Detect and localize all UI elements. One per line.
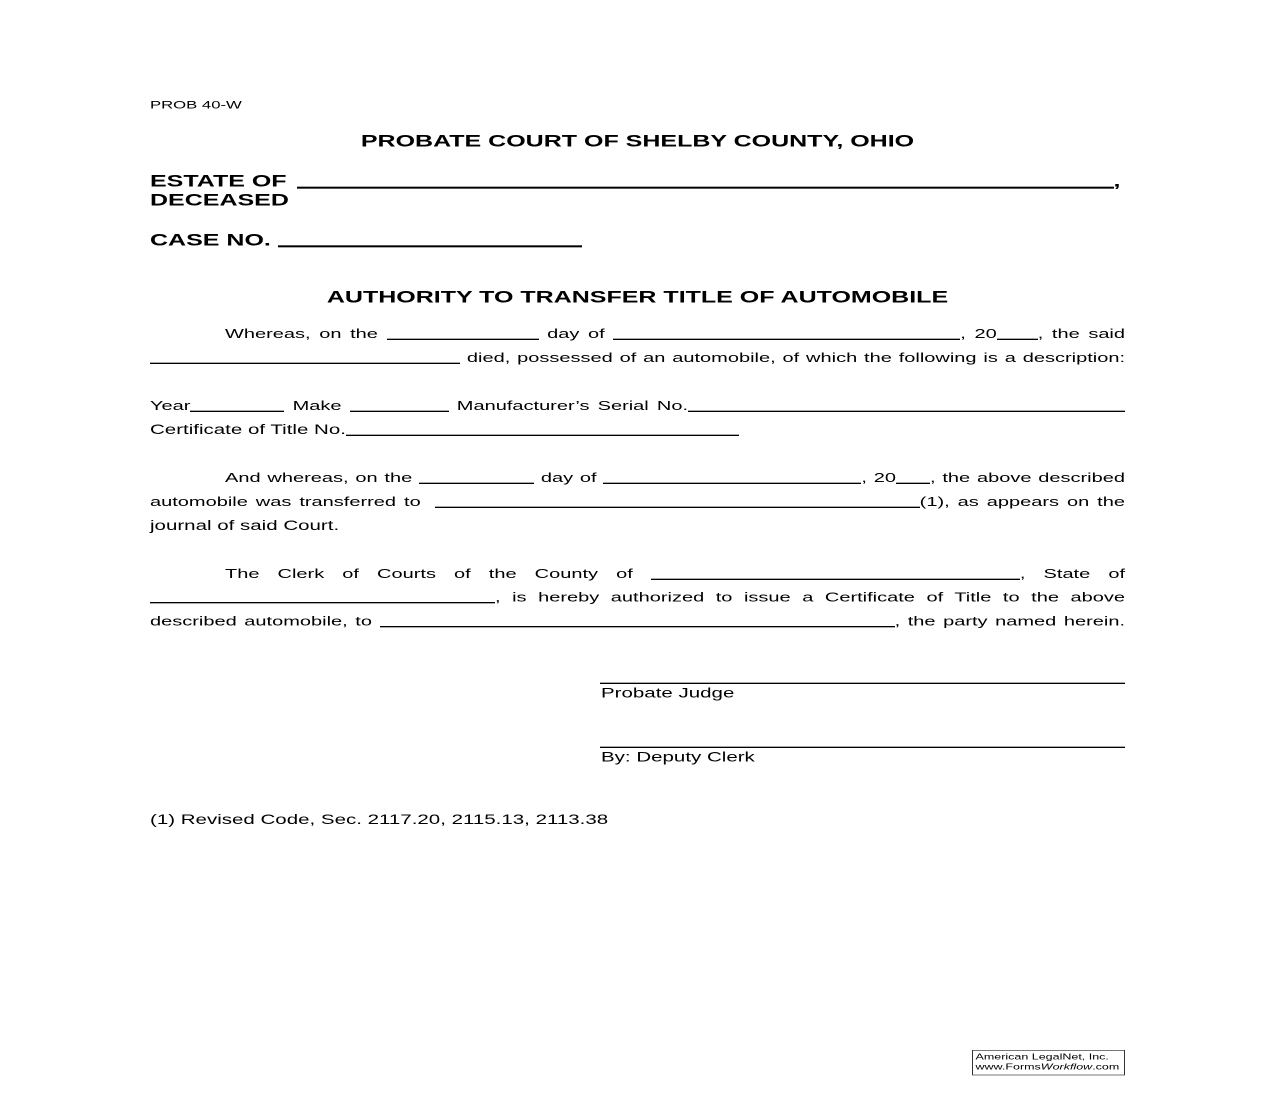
transfer-year-blank bbox=[896, 482, 930, 484]
text-run: , 20 bbox=[861, 470, 896, 486]
death-day-blank bbox=[387, 338, 539, 340]
paragraph-1-line-1 bbox=[225, 322, 1125, 346]
probate-judge-label: Probate Judge bbox=[601, 685, 735, 701]
paragraph-3-line-3 bbox=[150, 609, 1125, 633]
paragraph-3-line-1 bbox=[225, 562, 1125, 586]
estate-line bbox=[150, 171, 1120, 191]
text-run: , the party named herein. bbox=[894, 613, 1126, 629]
make-label: Make bbox=[292, 398, 342, 414]
vehicle-description-line bbox=[150, 394, 1125, 418]
case-number-blank bbox=[278, 245, 582, 248]
publisher-badge bbox=[972, 1050, 1125, 1075]
transferee-blank bbox=[435, 506, 920, 508]
text-run: day of bbox=[540, 470, 597, 486]
text-run: , the above described bbox=[930, 470, 1125, 486]
title-number-line bbox=[150, 418, 739, 442]
paragraph-2-line-3: journal of said Court. bbox=[150, 518, 340, 534]
paragraph-2-line-1 bbox=[225, 466, 1125, 490]
url-suffix: .com bbox=[1092, 1061, 1120, 1071]
vehicle-year-blank bbox=[190, 410, 284, 412]
footnote: (1) Revised Code, Sec. 2117.20, 2115.13, 2113.38 bbox=[150, 812, 609, 828]
case-number-line bbox=[150, 230, 582, 250]
text-run: died, possessed of an automobile, of which the following is a description: bbox=[466, 350, 1125, 366]
transfer-month-blank bbox=[603, 482, 861, 484]
publisher-name: American LegalNet, Inc. bbox=[975, 1051, 1109, 1061]
text-run: described automobile, to bbox=[150, 613, 372, 629]
paragraph-1-line-2 bbox=[150, 346, 1125, 370]
case-number-label: CASE NO. bbox=[150, 230, 271, 250]
text-run: Whereas, on the bbox=[225, 326, 378, 342]
vehicle-make-blank bbox=[350, 410, 449, 412]
county-blank bbox=[651, 578, 1020, 580]
serial-number-blank bbox=[688, 410, 1125, 412]
estate-of-label: ESTATE OF bbox=[150, 171, 287, 191]
form-id: PROB 40-W bbox=[150, 98, 242, 111]
deputy-clerk-label: By: Deputy Clerk bbox=[601, 749, 755, 765]
text-run: automobile was transferred to bbox=[150, 494, 421, 510]
text-run: , State of bbox=[1019, 566, 1125, 582]
paragraph-2-line-2 bbox=[150, 490, 1125, 514]
text-run: , 20 bbox=[960, 326, 997, 342]
death-month-blank bbox=[613, 338, 960, 340]
text-run: (1), as appears on the bbox=[919, 494, 1125, 510]
document-title: AUTHORITY TO TRANSFER TITLE OF AUTOMOBILE bbox=[326, 287, 949, 307]
transfer-day-blank bbox=[419, 482, 534, 484]
deceased-label: DECEASED bbox=[150, 190, 289, 210]
death-year-blank bbox=[997, 338, 1038, 340]
estate-comma: , bbox=[1113, 171, 1121, 191]
estate-name-blank bbox=[297, 186, 1114, 189]
url-prefix: www.Forms bbox=[975, 1061, 1041, 1071]
title-number-label: Certificate of Title No. bbox=[150, 422, 346, 438]
text-run: , is hereby authorized to issue a Certificate of Title to the above bbox=[495, 589, 1125, 605]
publisher-url bbox=[976, 1062, 1125, 1072]
court-title: PROBATE COURT OF SHELBY COUNTY, OHIO bbox=[360, 131, 915, 151]
decedent-name-blank bbox=[150, 362, 460, 364]
title-number-blank bbox=[346, 434, 739, 436]
text-run: day of bbox=[547, 326, 605, 342]
text-run: And whereas, on the bbox=[225, 470, 413, 486]
serial-number-label: Manufacturer’s Serial No. bbox=[456, 398, 689, 414]
paragraph-3-line-2 bbox=[150, 585, 1125, 609]
text-run: The Clerk of Courts of the County of bbox=[225, 566, 633, 582]
recipient-blank bbox=[380, 625, 895, 627]
url-italic: Workflow bbox=[1040, 1061, 1093, 1071]
year-label: Year bbox=[150, 398, 191, 414]
state-blank bbox=[150, 601, 495, 603]
text-run: , the said bbox=[1037, 326, 1126, 342]
